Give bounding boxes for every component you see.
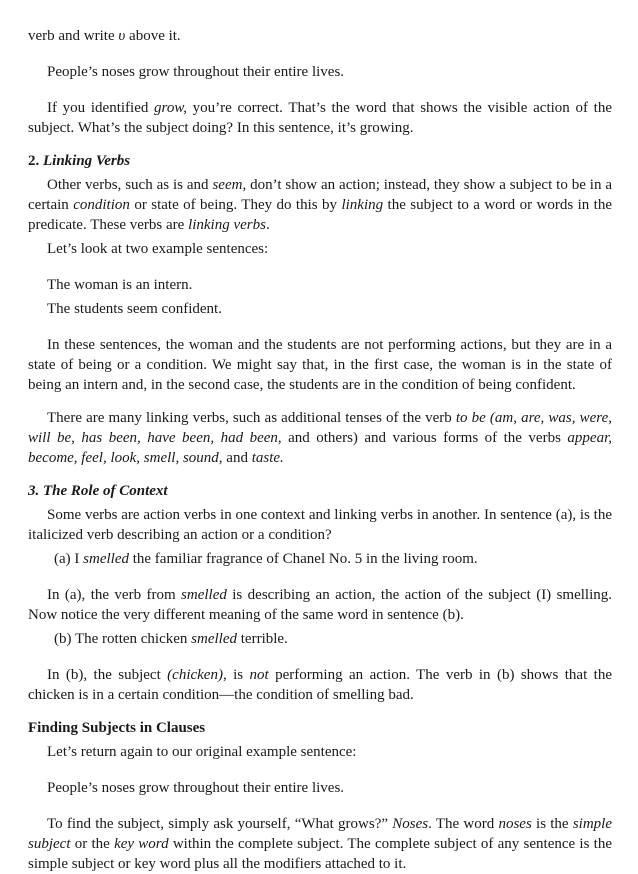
italic-text: noses (498, 816, 532, 832)
example-sentence-a: (a) I smelled the familiar fragrance of Chanel No. 5 in the living room. (54, 551, 478, 567)
italic-text: key word (114, 836, 169, 852)
section-heading-finding-subjects: Finding Subjects in Clauses (28, 720, 206, 736)
paragraph-continuation: verb and write υ above it. (28, 28, 181, 44)
italic-text: condition (73, 197, 130, 213)
italic-text: smelled (83, 551, 129, 567)
paragraph: In (b), the subject (chicken), is not performing an action. The verb in (b) shows that the chicken is in a certain condition—the condition of smelling bad. (28, 667, 612, 703)
italic-text: linking (341, 197, 384, 213)
paragraph: In these sentences, the woman and the students are not performing actions, but they are in a state of being or a condition. We might say that, in the first case, the woman is in the state of being an intern and, in the second case, the students are in the condition of being confident. (28, 337, 612, 393)
paragraph: There are many linking verbs, such as additional tenses of the verb to be (am, are, was, were, will be, has been, have been, had been, and others) and various forms of the verbs appear, become, feel, look, smell, sound, and taste. (28, 410, 612, 466)
example-sentence-b: (b) The rotten chicken smelled terrible. (54, 631, 288, 647)
paragraph: In (a), the verb from smelled is describing an action, the action of the subject (I) smelling. Now notice the very different meaning of the same word in sentence (b). (28, 587, 612, 623)
italic-text: not (249, 667, 269, 683)
italic-text: to be (am, are, was, were, will be, has been, have been, had been (28, 410, 612, 446)
italic-text: υ (118, 28, 126, 44)
italic-text: Noses (392, 816, 429, 832)
paragraph: Other verbs, such as is and seem, don’t show an action; instead, they show a subject to be in a certain condition or state of being. They do this by linking the subject to a word or words in the predicate. These verbs are linking verbs. (28, 177, 613, 233)
document-page (28, 26, 612, 874)
paragraph: Some verbs are action verbs in one context and linking verbs in another. In sentence (a), is the italicized verb describing an action or a condition? (28, 507, 612, 543)
italic-text: seem (212, 177, 243, 193)
italic-text: simple subject (28, 816, 612, 852)
italic-text: grow, (154, 100, 187, 116)
italic-text: smelled (181, 587, 227, 603)
paragraph: To find the subject, simply ask yourself, “What grows?” Noses. The word noses is the simple subject or the key word within the complete subject. The complete subject of any sentence is the simple subject or key word plus all the modifiers attached to it. (28, 816, 613, 872)
italic-text: smelled (191, 631, 237, 647)
italic-text: (chicken) (167, 667, 223, 683)
italic-text: linking verbs (188, 217, 266, 233)
paragraph: Let’s look at two example sentences: (47, 241, 269, 257)
italic-text: appear, become, feel, look, smell, sound, (28, 430, 612, 466)
section-heading-role-of-context (28, 481, 612, 501)
italic-text: 3. The Role of Context (28, 483, 168, 499)
paragraph: If you identified grow, you’re correct. That’s the word that shows the visible action of the subject. What’s the subject doing? In this sentence, it’s growing. (28, 100, 612, 136)
example-sentence: The students seem confident. (47, 301, 222, 317)
example-sentence: People’s noses grow throughout their entire lives. (47, 64, 345, 80)
section-heading-linking-verbs: 2. Linking Verbs (28, 153, 131, 169)
paragraph: Let’s return again to our original example sentence: (47, 744, 357, 760)
example-sentence: People’s noses grow throughout their entire lives. (47, 780, 345, 796)
italic-text: Linking Verbs (43, 153, 131, 169)
example-sentence: The woman is an intern. (47, 277, 193, 293)
italic-text: taste. (251, 450, 284, 466)
